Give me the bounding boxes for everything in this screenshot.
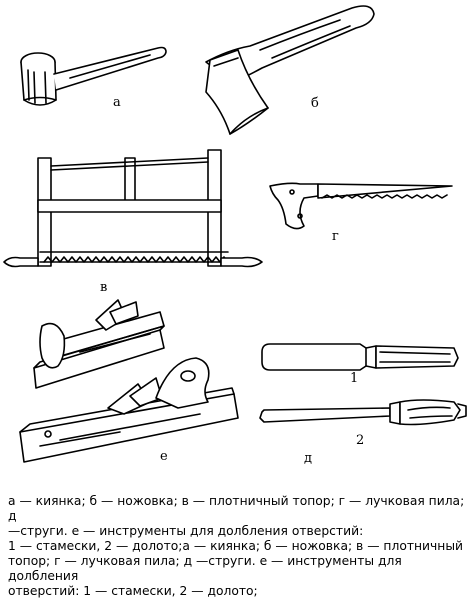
figure-caption: [8, 494, 466, 599]
label-e: е: [160, 449, 168, 464]
label-1: 1: [350, 371, 359, 386]
label-d: д: [304, 451, 313, 466]
label-2: 2: [356, 433, 365, 448]
handsaw-icon: [270, 183, 452, 228]
label-b: б: [311, 96, 319, 111]
caption-line: а — киянка; б — ножовка; в — плотничный топор; г — лучковая пила; д: [8, 494, 465, 523]
chisel-icon: [262, 344, 458, 370]
caption-line: топор; г — лучковая пила; д —струги. е — инструменты для долбления: [8, 554, 402, 583]
planes-icon: [20, 300, 238, 462]
bow-saw-icon: [4, 150, 262, 267]
caption-line: 1 — стамески, 2 — долото;а — киянка; б — ножовка; в — плотничный: [8, 539, 464, 553]
label-a: а: [113, 95, 121, 110]
label-g: г: [332, 229, 339, 244]
mortise-chisel-icon: [260, 400, 466, 425]
mallet-icon: [21, 48, 166, 106]
axe-icon: [206, 6, 374, 134]
caption-line: —струги. е — инструменты для долбления отверстий:: [8, 524, 364, 538]
caption-line: отверстий: 1 — стамески, 2 — долото;: [8, 584, 258, 598]
label-v: в: [100, 280, 108, 295]
